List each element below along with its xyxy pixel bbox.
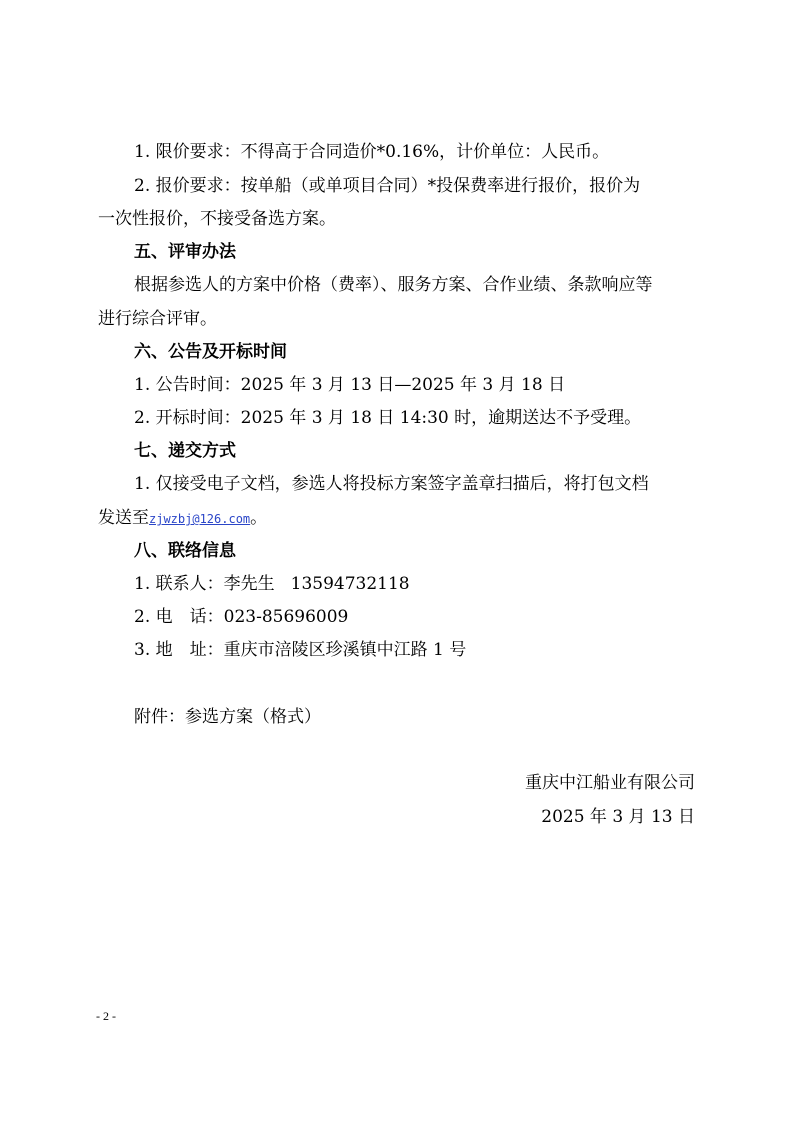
section-heading-schedule: 六、公告及开标时间	[134, 342, 287, 362]
email-link[interactable]: zjwzbj@126.com	[149, 512, 251, 526]
submission-text-continued	[98, 507, 267, 530]
evaluation-text: 根据参选人的方案中价格（费率）、服务方案、合作业绩、条款响应等	[134, 275, 653, 295]
section-heading-submission: 七、递交方式	[134, 441, 236, 461]
submission-prefix: 发送至	[98, 508, 149, 528]
section-heading-contact: 八、联络信息	[134, 541, 236, 561]
attachment-note: 附件：参选方案（格式）	[134, 707, 321, 727]
section-heading-evaluation: 五、评审办法	[134, 242, 236, 262]
signature-date: 2025 年 3 月 13 日	[541, 807, 695, 827]
announcement-time-item: 1. 公告时间：2025 年 3 月 13 日—2025 年 3 月 18 日	[134, 375, 566, 395]
signature-company: 重庆中江船业有限公司	[525, 773, 695, 793]
contact-person-item	[134, 573, 410, 595]
contact-phone-number: 13594732118	[290, 574, 410, 594]
contact-person-label: 1. 联系人：李先生	[134, 574, 275, 594]
telephone-item: 2. 电 话：023-85696009	[134, 607, 349, 627]
submission-text: 1. 仅接受电子文档，参选人将投标方案签字盖章扫描后，将打包文档	[134, 474, 649, 494]
address-item: 3. 地 址：重庆市涪陵区珍溪镇中江路 1 号	[134, 640, 467, 660]
page-number: - 2 -	[96, 1009, 116, 1023]
evaluation-text-continued: 进行综合评审。	[98, 309, 217, 329]
opening-time-item: 2. 开标时间：2025 年 3 月 18 日 14:30 时，逾期送达不予受理。	[134, 408, 642, 428]
quote-limit-item: 1. 限价要求：不得高于合同造价*0.16%，计价单位：人民币。	[134, 142, 610, 162]
submission-suffix: 。	[250, 508, 268, 528]
quote-method-item: 2. 报价要求：按单船（或单项目合同）*投保费率进行报价，报价为	[134, 176, 641, 196]
quote-method-item-continued: 一次性报价，不接受备选方案。	[98, 209, 336, 229]
